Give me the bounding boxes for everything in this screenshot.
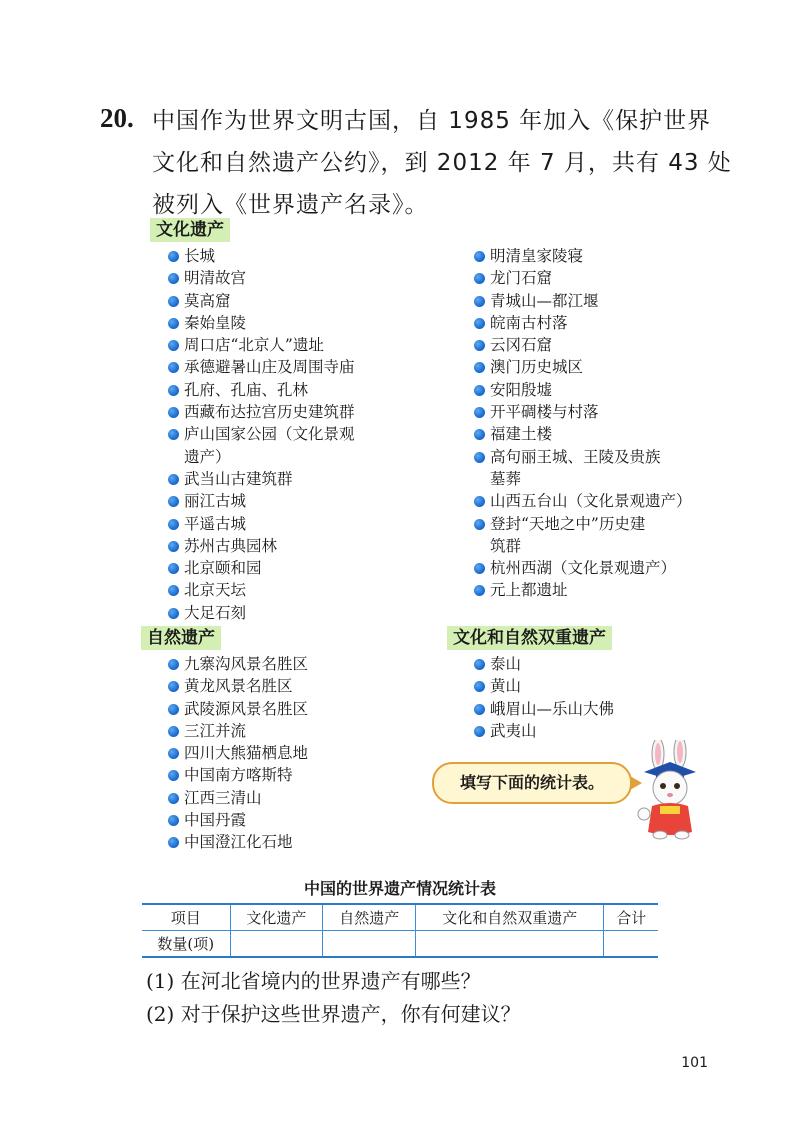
- table-header: 自然遗产: [323, 904, 416, 931]
- list-item: [168, 312, 355, 334]
- bullet-icon: [474, 563, 485, 574]
- list-item-label: 武陵源风景名胜区: [184, 699, 309, 718]
- list-item-label: 四川大熊猫栖息地: [184, 744, 309, 763]
- bullet-icon: [474, 296, 485, 307]
- list-item: [168, 356, 355, 378]
- list-item-label: 黄山: [490, 677, 522, 696]
- list-item-label: 周口店“北京人”遗址: [184, 336, 324, 355]
- list-item-label: 福建土楼: [490, 425, 553, 444]
- list-item: [474, 698, 614, 720]
- list-item-label: 大足石刻: [184, 603, 247, 622]
- list-item-label: 武夷山: [490, 721, 537, 740]
- bullet-icon: [168, 362, 179, 373]
- list-item: [168, 831, 308, 853]
- problem-number: 20.: [100, 103, 134, 133]
- bullet-icon: [168, 681, 179, 692]
- list-item-label: 北京颐和园: [184, 559, 262, 578]
- list-item: [168, 742, 308, 764]
- list-item: [168, 557, 355, 579]
- list-item-label: 泰山: [490, 655, 522, 673]
- list-item-label: 遗产）: [184, 447, 231, 466]
- speech-bubble: 填写下面的统计表。: [432, 762, 632, 804]
- question-1: (1) 在河北省境内的世界遗产有哪些？: [146, 969, 481, 993]
- list-item: [474, 356, 692, 378]
- list-item-label: 青城山—都江堰: [490, 291, 599, 310]
- list-item-label: 莫高窟: [184, 291, 231, 310]
- bullet-icon: [474, 385, 485, 396]
- list-item-label: 澳门历史城区: [490, 358, 584, 377]
- list-item: [168, 423, 355, 468]
- list-item-label: 北京天坛: [184, 581, 247, 600]
- list-item: [168, 675, 308, 697]
- bullet-icon: [168, 474, 179, 485]
- bullet-icon: [474, 585, 485, 596]
- bullet-icon: [168, 563, 179, 574]
- table-header-row: [142, 904, 658, 931]
- bullet-icon: [168, 793, 179, 804]
- list-item-label: 元上都遗址: [490, 581, 568, 600]
- list-item: [474, 401, 692, 423]
- list-item-label: 皖南古村落: [490, 313, 568, 332]
- cultural-list-col2: [474, 245, 692, 602]
- bullet-icon: [168, 296, 179, 307]
- answer-cell-cultural[interactable]: [230, 931, 323, 958]
- list-item: [474, 245, 692, 267]
- list-item: [168, 653, 308, 675]
- statistics-table: [142, 903, 658, 958]
- list-item-label: 九寨沟风景名胜区: [184, 655, 309, 673]
- bullet-icon: [474, 726, 485, 737]
- list-item-label: 安阳殷墟: [490, 380, 553, 399]
- list-item: [474, 379, 692, 401]
- problem-intro: [152, 100, 732, 226]
- bullet-icon: [168, 704, 179, 715]
- table-title: 中国的世界遗产情况统计表: [303, 879, 496, 898]
- list-item: [474, 267, 692, 289]
- list-item-label: 庐山国家公园（文化景观: [184, 425, 355, 444]
- bullet-icon: [474, 452, 485, 463]
- list-item-label: 开平碉楼与村落: [490, 403, 599, 422]
- list-item-label: 孔府、孔庙、孔林: [184, 380, 309, 399]
- list-item: [474, 579, 692, 601]
- bullet-icon: [474, 318, 485, 329]
- list-item-label: 杭州西湖（文化景观遗产）: [490, 559, 677, 578]
- page-number: 101: [681, 1055, 708, 1071]
- list-item: [168, 698, 308, 720]
- bullet-icon: [168, 429, 179, 440]
- list-item-label: 中国南方喀斯特: [184, 766, 293, 785]
- list-item: [474, 312, 692, 334]
- answer-cell-mixed[interactable]: [416, 931, 604, 958]
- rabbit-mascot-icon: [630, 740, 710, 840]
- bullet-icon: [168, 541, 179, 552]
- list-item-label: 龙门石窟: [490, 269, 553, 288]
- bullet-icon: [474, 429, 485, 440]
- cultural-list-col1: [168, 245, 355, 624]
- question-2: (2) 对于保护这些世界遗产，你有何建议？: [146, 1002, 521, 1026]
- list-item-label: 登封“天地之中”历史建: [490, 514, 646, 533]
- list-item: [168, 468, 355, 490]
- list-item: [474, 675, 614, 697]
- bullet-icon: [168, 748, 179, 759]
- list-item: [474, 290, 692, 312]
- bullet-icon: [168, 251, 179, 262]
- table-header: 项目: [142, 904, 230, 931]
- list-item: [168, 764, 308, 786]
- list-item-label: 武当山古建筑群: [184, 469, 293, 488]
- bullet-icon: [168, 608, 179, 619]
- bullet-icon: [168, 407, 179, 418]
- list-item: [474, 490, 692, 512]
- answer-cell-total[interactable]: [604, 931, 658, 958]
- list-item: [168, 490, 355, 512]
- list-item: [168, 602, 355, 624]
- list-item-label: 云冈石窟: [490, 336, 553, 355]
- list-item-label: 丽江古城: [184, 492, 247, 511]
- bullet-icon: [474, 273, 485, 284]
- bullet-icon: [168, 726, 179, 737]
- list-item: [474, 557, 692, 579]
- bullet-icon: [474, 362, 485, 373]
- list-item: [168, 809, 308, 831]
- list-item: [168, 245, 355, 267]
- natural-list: [168, 653, 308, 854]
- natural-heritage-label: 自然遗产: [141, 626, 221, 650]
- list-item-label: 筑群: [490, 536, 522, 555]
- intro-line: 被列入《世界遗产名录》。: [152, 192, 429, 218]
- table-header: 文化遗产: [230, 904, 323, 931]
- answer-cell-natural[interactable]: [323, 931, 416, 958]
- list-item-label: 明清故宫: [184, 269, 247, 288]
- list-item: [168, 787, 308, 809]
- list-item: [474, 720, 614, 742]
- bullet-icon: [168, 659, 179, 670]
- list-item-label: 中国澄江化石地: [184, 833, 293, 852]
- intro-line: 中国作为世界文明古国，自 1985 年加入《保护世界: [152, 108, 712, 134]
- list-item-label: 江西三清山: [184, 788, 262, 807]
- list-item-label: 秦始皇陵: [184, 313, 247, 332]
- list-item: [168, 513, 355, 535]
- list-item-label: 平遥古城: [184, 514, 247, 533]
- list-item-label: 黄龙风景名胜区: [184, 677, 293, 696]
- bullet-icon: [168, 837, 179, 848]
- list-item-label: 峨眉山—乐山大佛: [490, 699, 615, 718]
- bullet-icon: [474, 519, 485, 530]
- bullet-icon: [168, 770, 179, 781]
- bullet-icon: [168, 385, 179, 396]
- list-item: [474, 513, 692, 558]
- list-item: [168, 720, 308, 742]
- bullet-icon: [474, 496, 485, 507]
- mixed-list: [474, 653, 614, 742]
- list-item: [168, 401, 355, 423]
- bullet-icon: [168, 519, 179, 530]
- table-header: 文化和自然双重遗产: [416, 904, 604, 931]
- table-row: [142, 931, 658, 958]
- bullet-icon: [474, 340, 485, 351]
- list-item-label: 苏州古典园林: [184, 536, 278, 555]
- list-item: [168, 334, 355, 356]
- list-item: [474, 653, 614, 675]
- list-item-label: 中国丹霞: [184, 811, 247, 830]
- bullet-icon: [474, 681, 485, 692]
- list-item: [168, 267, 355, 289]
- mixed-heritage-label: 文化和自然双重遗产: [447, 626, 612, 650]
- intro-line: 文化和自然遗产公约》，到 2012 年 7 月，共有 43 处: [152, 150, 732, 176]
- list-item: [474, 446, 692, 491]
- list-item: [474, 334, 692, 356]
- list-item-label: 墓葬: [490, 469, 522, 488]
- bullet-icon: [168, 340, 179, 351]
- bullet-icon: [168, 585, 179, 596]
- list-item: [168, 290, 355, 312]
- bullet-icon: [474, 659, 485, 670]
- bullet-icon: [168, 815, 179, 826]
- list-item: [168, 379, 355, 401]
- bullet-icon: [168, 318, 179, 329]
- bullet-icon: [474, 251, 485, 262]
- questions: [146, 965, 521, 1031]
- list-item-label: 高句丽王城、王陵及贵族: [490, 447, 661, 466]
- list-item-label: 西藏布达拉宫历史建筑群: [184, 403, 355, 422]
- bullet-icon: [474, 704, 485, 715]
- list-item: [168, 535, 355, 557]
- list-item-label: 三江并流: [184, 721, 247, 740]
- list-item: [474, 423, 692, 445]
- cultural-heritage-label: 文化遗产: [150, 218, 230, 242]
- bullet-icon: [168, 496, 179, 507]
- list-item: [168, 579, 355, 601]
- list-item-label: 承德避暑山庄及周围寺庙: [184, 358, 355, 377]
- list-item-label: 明清皇家陵寝: [490, 247, 584, 265]
- bullet-icon: [474, 407, 485, 418]
- row-label: 数量(项): [142, 931, 230, 958]
- list-item-label: 山西五台山（文化景观遗产）: [490, 492, 692, 511]
- list-item-label: 长城: [184, 247, 216, 265]
- table-header: 合计: [604, 904, 658, 931]
- bullet-icon: [168, 273, 179, 284]
